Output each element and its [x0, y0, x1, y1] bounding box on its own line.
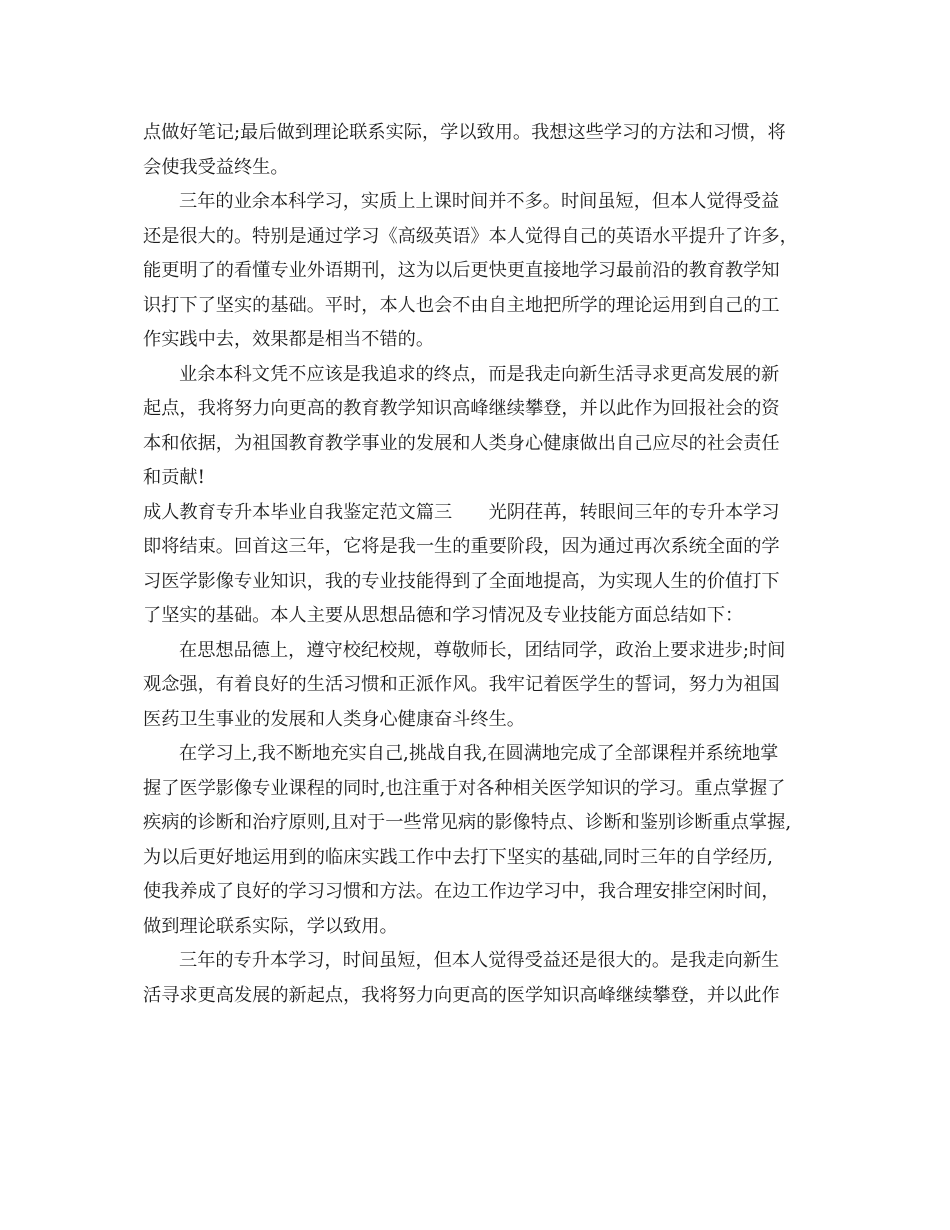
text-line: 活寻求更高发展的新起点，我将努力向更高的医学知识高峰继续攀登，并以此作 — [143, 984, 780, 1006]
text-line: 作实践中去，效果都是相当不错的。 — [143, 329, 435, 350]
text-line: 三年的业余本科学习，实质上上课时间并不多。时间虽短，但本人觉得受益 — [179, 191, 780, 212]
text-line: 了坚实的基础。本人主要从思想品德和学习情况及专业技能方面总结如下： — [143, 605, 744, 626]
text-line: 观念强，有着良好的生活习惯和正派作风。我牢记着医学生的誓词，努力为祖国 — [143, 674, 780, 695]
text-line: 做到理论联系实际，学以致用。 — [143, 915, 398, 937]
text-line: 即将结束。回首这三年，它将是我一生的重要阶段，因为通过再次系统全面的学 — [143, 536, 780, 557]
document-body — [143, 116, 809, 1013]
text-line: 医药卫生事业的发展和人类身心健康奋斗终生。 — [143, 708, 525, 730]
text-line: 本和依据，为祖国教育教学事业的发展和人类身心健康做出自己应尽的社会责任 — [143, 432, 780, 454]
text-line: 在学习上,我不断地充实自己,挑战自我,在圆满地完成了全部课程并系统地掌 — [179, 743, 779, 764]
text-line: 能更明了的看懂专业外语期刊，这为以后更快更直接地学习最前沿的教育教学知 — [143, 260, 780, 281]
text-line: 握了医学影像专业课程的同时,也注重于对各种相关医学知识的学习。重点掌握了 — [143, 777, 786, 799]
text-line: 和贡献! — [143, 467, 205, 488]
text-line: 在思想品德上，遵守校纪校规，尊敬师长，团结同学，政治上要求进步;时间 — [179, 639, 786, 661]
text-line: 使我养成了良好的学习习惯和方法。在边工作边学习中，我合理安排空闲时间， — [143, 881, 780, 902]
text-line: 点做好笔记;最后做到理论联系实际，学以致用。我想这些学习的方法和习惯，将 — [143, 122, 786, 143]
text-line: 疾病的诊断和治疗原则,且对于一些常见病的影像特点、诊断和鉴别诊断重点掌握, — [143, 812, 792, 833]
text-line: 成人教育专升本毕业自我鉴定范文篇三 光阴荏苒，转眼间三年的专升本学习 — [143, 501, 780, 523]
text-line: 习医学影像专业知识，我的专业技能得到了全面地提高，为实现人生的价值打下 — [143, 570, 780, 592]
text-line: 识打下了坚实的基础。平时，本人也会不由自主地把所学的理论运用到自己的工 — [143, 294, 780, 316]
text-line: 为以后更好地运用到的临床实践工作中去打下坚实的基础,同时三年的自学经历, — [143, 846, 773, 868]
text-line: 起点，我将努力向更高的教育教学知识高峰继续攀登，并以此作为回报社会的资 — [143, 398, 780, 419]
text-line: 业余本科文凭不应该是我追求的终点，而是我走向新生活寻求更高发展的新 — [179, 363, 780, 385]
text-line: 还是很大的。特别是通过学习《高级英语》本人觉得自己的英语水平提升了许多， — [143, 225, 798, 247]
text-line: 三年的专升本学习，时间虽短，但本人觉得受益还是很大的。是我走向新生 — [179, 950, 780, 971]
text-line: 会使我受益终生。 — [143, 156, 289, 178]
